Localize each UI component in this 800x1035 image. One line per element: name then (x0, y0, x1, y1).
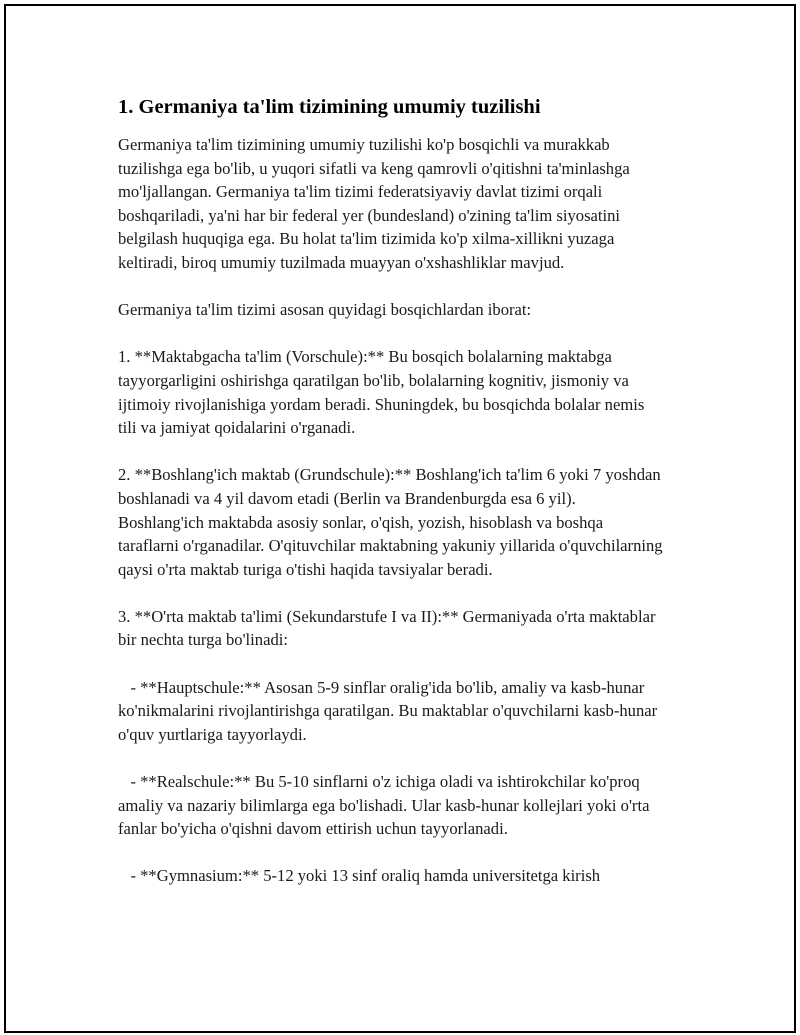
paragraph-gap (118, 275, 663, 299)
paragraph-gap (118, 746, 663, 770)
paragraph-hauptschule: - **Hauptschule:** Asosan 5-9 sinflar oralig'ida bo'lib, amaliy va kasb-hunar ko'nikmalarini rivojlantirishga qaratilgan. Bu maktablar o'quvchilarni kasb-hunar o'quv yurtlariga tayyorlaydi. (118, 677, 662, 744)
paragraph-gap (118, 652, 663, 676)
paragraph-gap (118, 841, 663, 865)
paragraph-stage-secondary: 3. **O'rta maktab ta'limi (Sekundarstufe I va II):** Germaniyada o'rta maktablar bir nechta turga bo'linadi: (118, 606, 660, 650)
paragraph-gap (118, 322, 663, 346)
section-heading: 1. Germaniya ta'lim tizimining umumiy tuzilishi (118, 96, 541, 118)
paragraph-intro: Germaniya ta'lim tizimining umumiy tuzilishi ko'p bosqichli va murakkab tuzilishga ega bo'lib, u yuqori sifatli va keng qamrovli o'qitishni ta'minlashga mo'ljallangan. Germaniya ta'lim tizimi federatsiyaviy davlat tizimi orqali boshqariladi, ya'ni har bir federal yer (bundesland) o'zining ta'lim siyosatini belgilash huquqiga ega. Bu holat ta'lim tizimida ko'p xilma-xillikni yuzaga keltiradi, biroq umumiy tuzilmada muayyan o'xshashliklar mavjud. (118, 135, 634, 272)
paragraph-gap (118, 581, 663, 605)
paragraph-realschule: - **Realschule:** Bu 5-10 sinflarni o'z ichiga oladi va ishtirokchilar ko'proq amaliy va nazariy bilimlarga ega bo'lishadi. Ular kasb-hunar kollejlari yoki o'rta fanlar bo'yicha o'qishni davom ettirish uchun tayyorlanadi. (118, 772, 654, 839)
paragraph-stage-preschool: 1. **Maktabgacha ta'lim (Vorschule):** Bu bosqich bolalarning maktabga tayyorgarligini oshirishga qaratilgan bo'lib, bolalarning kognitiv, jismoniy va ijtimoiy rivojlanishiga yordam beradi. Shuningdek, bu bosqichda bolalar nemis tili va jamiyat qoidalarini o'rganadi. (118, 347, 649, 438)
paragraph-stage-primary: 2. **Boshlang'ich maktab (Grundschule):** Boshlang'ich ta'lim 6 yoki 7 yoshdan boshlanadi va 4 yil davom etadi (Berlin va Brandenburgda esa 6 yil). Boshlang'ich maktabda asosiy sonlar, o'qish, yozish, hisoblash va boshqa taraflarni o'rganadilar. O'qituvchilar maktabning yakuniy yillarida o'quvchilarning qaysi o'rta maktab turiga o'tishi haqida tavsiyalar beradi. (118, 465, 667, 579)
paragraph-gap (118, 440, 663, 464)
paragraph-gymnasium: - **Gymnasium:** 5-12 yoki 13 sinf oraliq hamda universitetga kirish (118, 866, 601, 886)
paragraph-stages-intro: Germaniya ta'lim tizimi asosan quyidagi bosqichlardan iborat: (118, 300, 532, 320)
document-body (118, 94, 667, 888)
